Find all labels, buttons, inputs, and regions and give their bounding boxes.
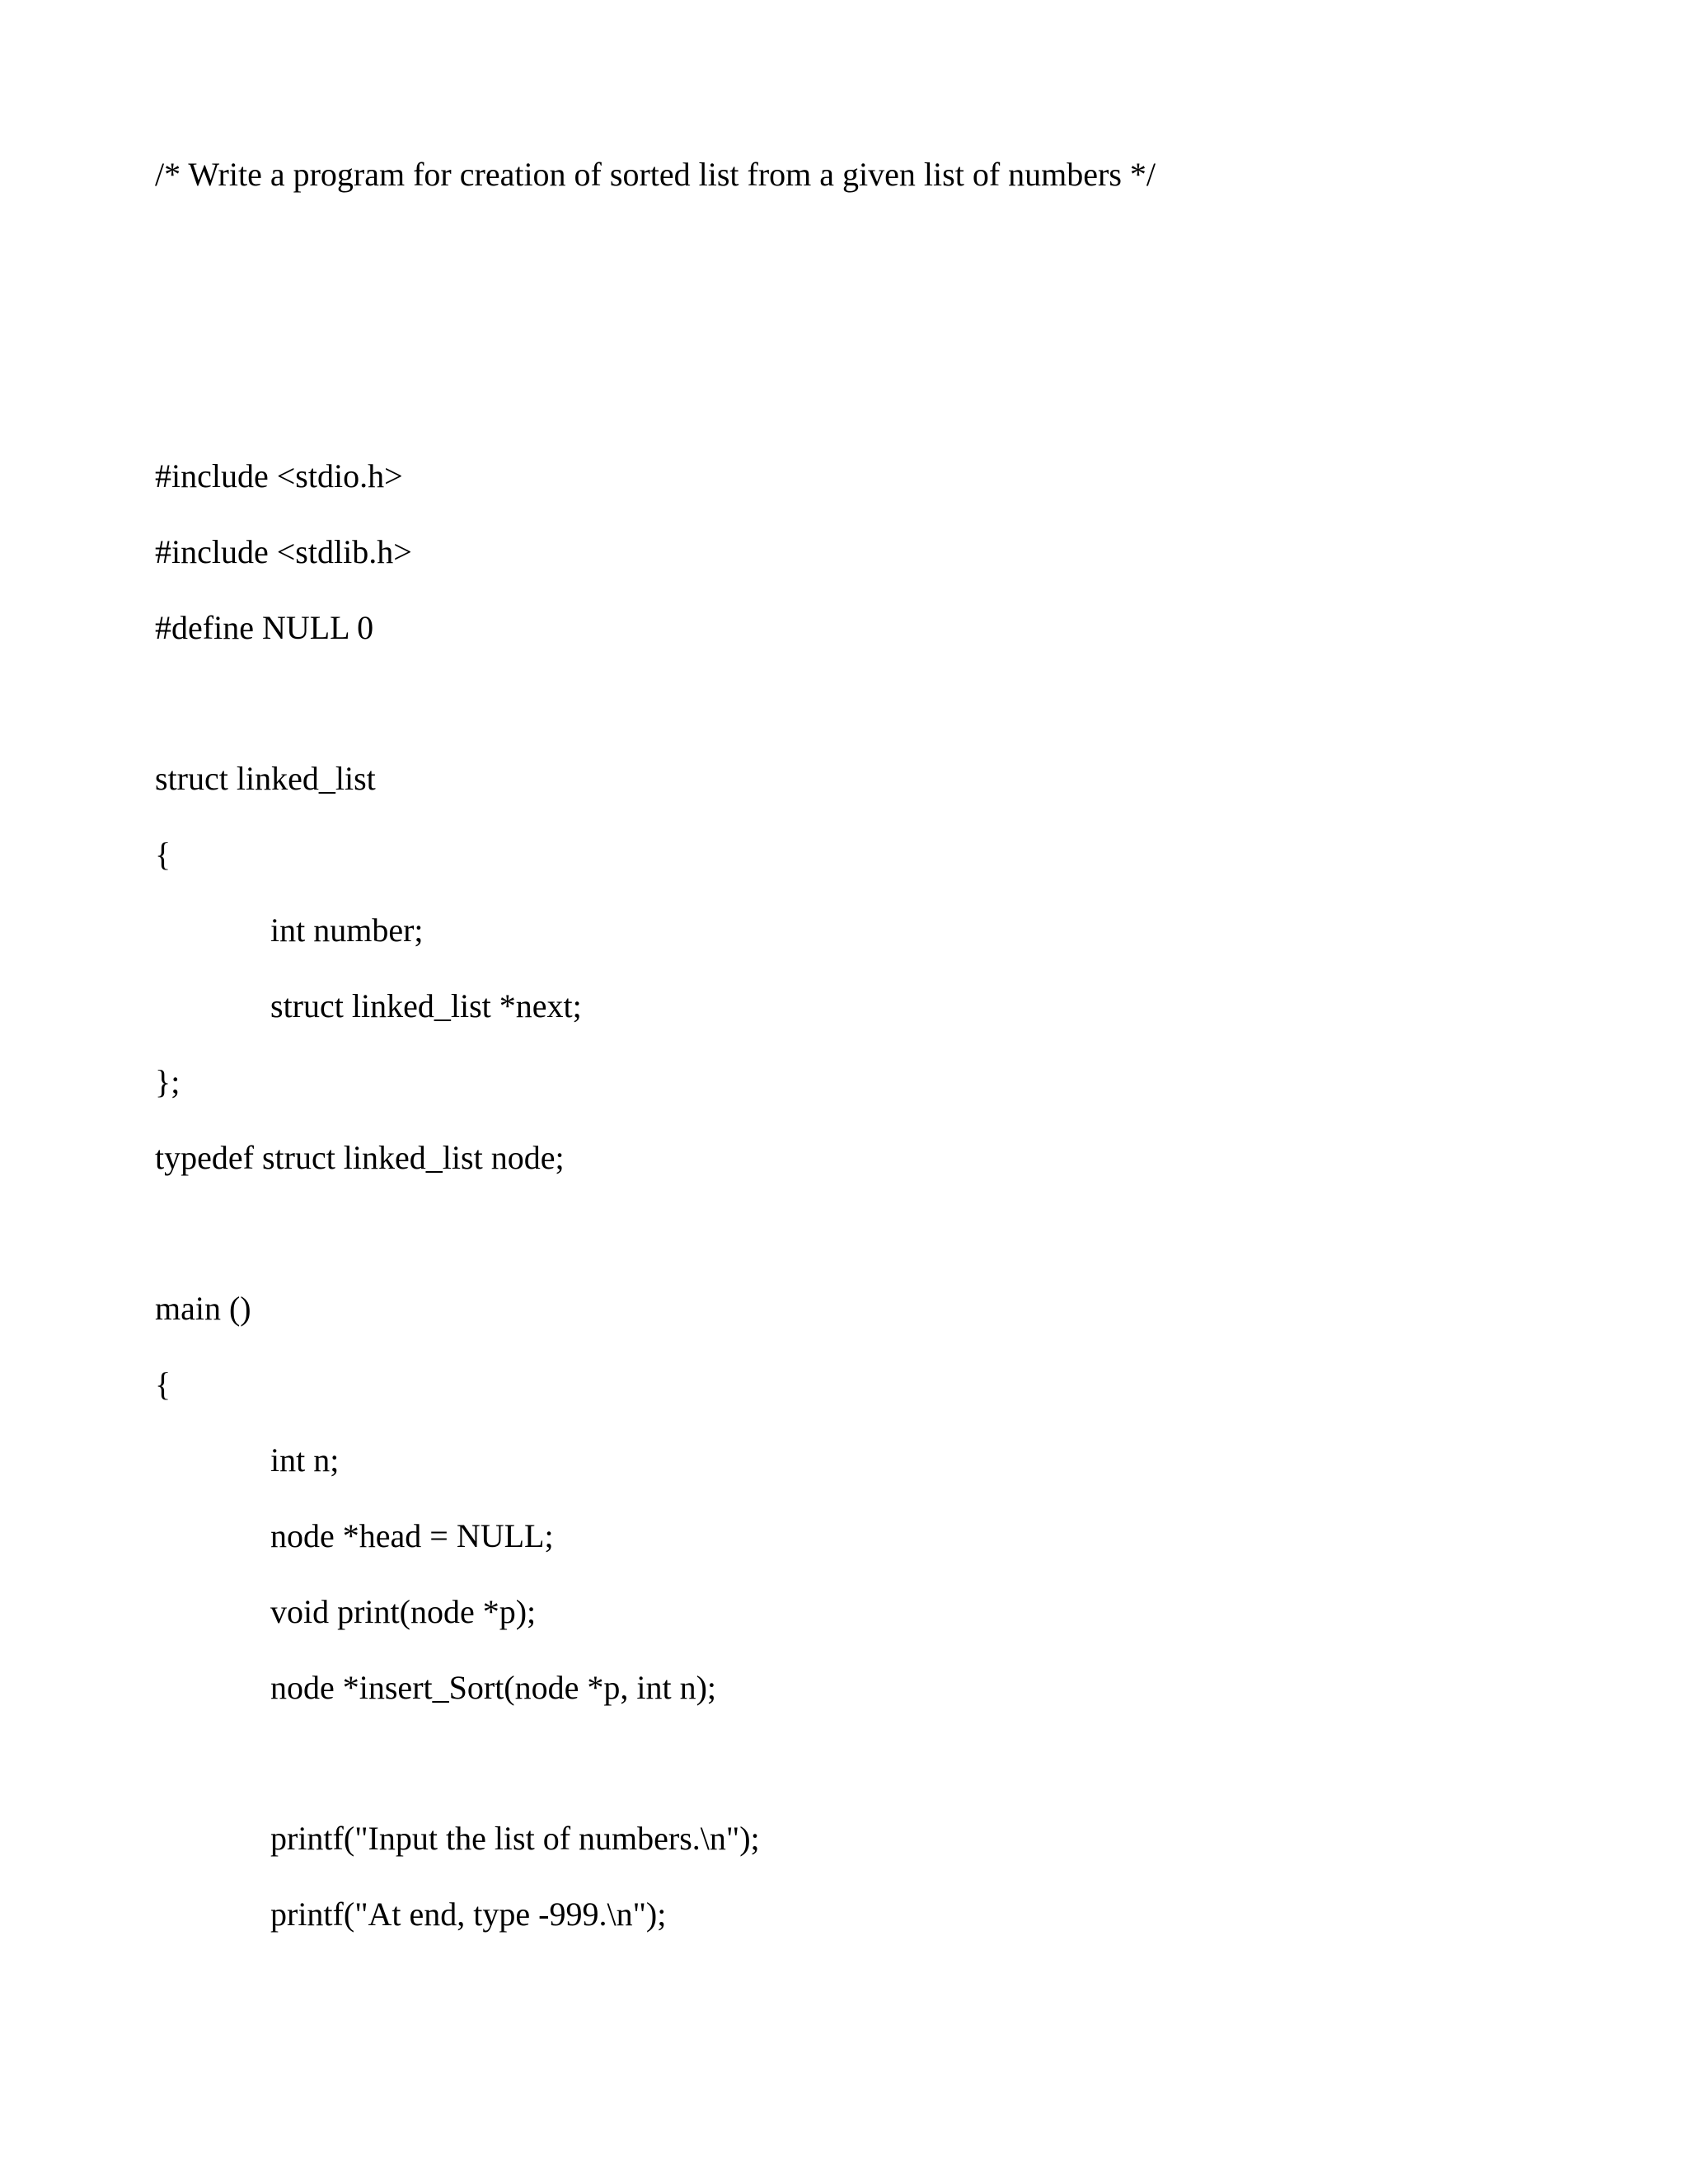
open-brace-line: { <box>155 836 171 873</box>
define-null-line: #define NULL 0 <box>155 609 374 646</box>
int-n-line: int n; <box>270 1441 340 1479</box>
main-function-line: main () <box>155 1290 251 1327</box>
typedef-line: typedef struct linked_list node; <box>155 1139 565 1176</box>
struct-member-next-line: struct linked_list *next; <box>270 987 582 1024</box>
insert-sort-prototype-line: node *insert_Sort(node *p, int n); <box>270 1669 717 1706</box>
comment-line: /* Write a program for creation of sorted list from a given list of numbers */ <box>155 156 1156 193</box>
close-brace-line: }; <box>155 1063 181 1100</box>
printf-input-line: printf("Input the list of numbers.\n"); <box>270 1820 760 1857</box>
print-prototype-line: void print(node *p); <box>270 1593 537 1630</box>
struct-declaration-line: struct linked_list <box>155 760 376 797</box>
struct-member-number-line: int number; <box>270 912 424 949</box>
main-open-brace-line: { <box>155 1366 171 1403</box>
printf-end-line: printf("At end, type -999.\n"); <box>270 1896 667 1933</box>
include-stdlib-line: #include <stdlib.h> <box>155 533 412 570</box>
head-declaration-line: node *head = NULL; <box>270 1517 554 1554</box>
include-stdio-line: #include <stdio.h> <box>155 457 403 494</box>
